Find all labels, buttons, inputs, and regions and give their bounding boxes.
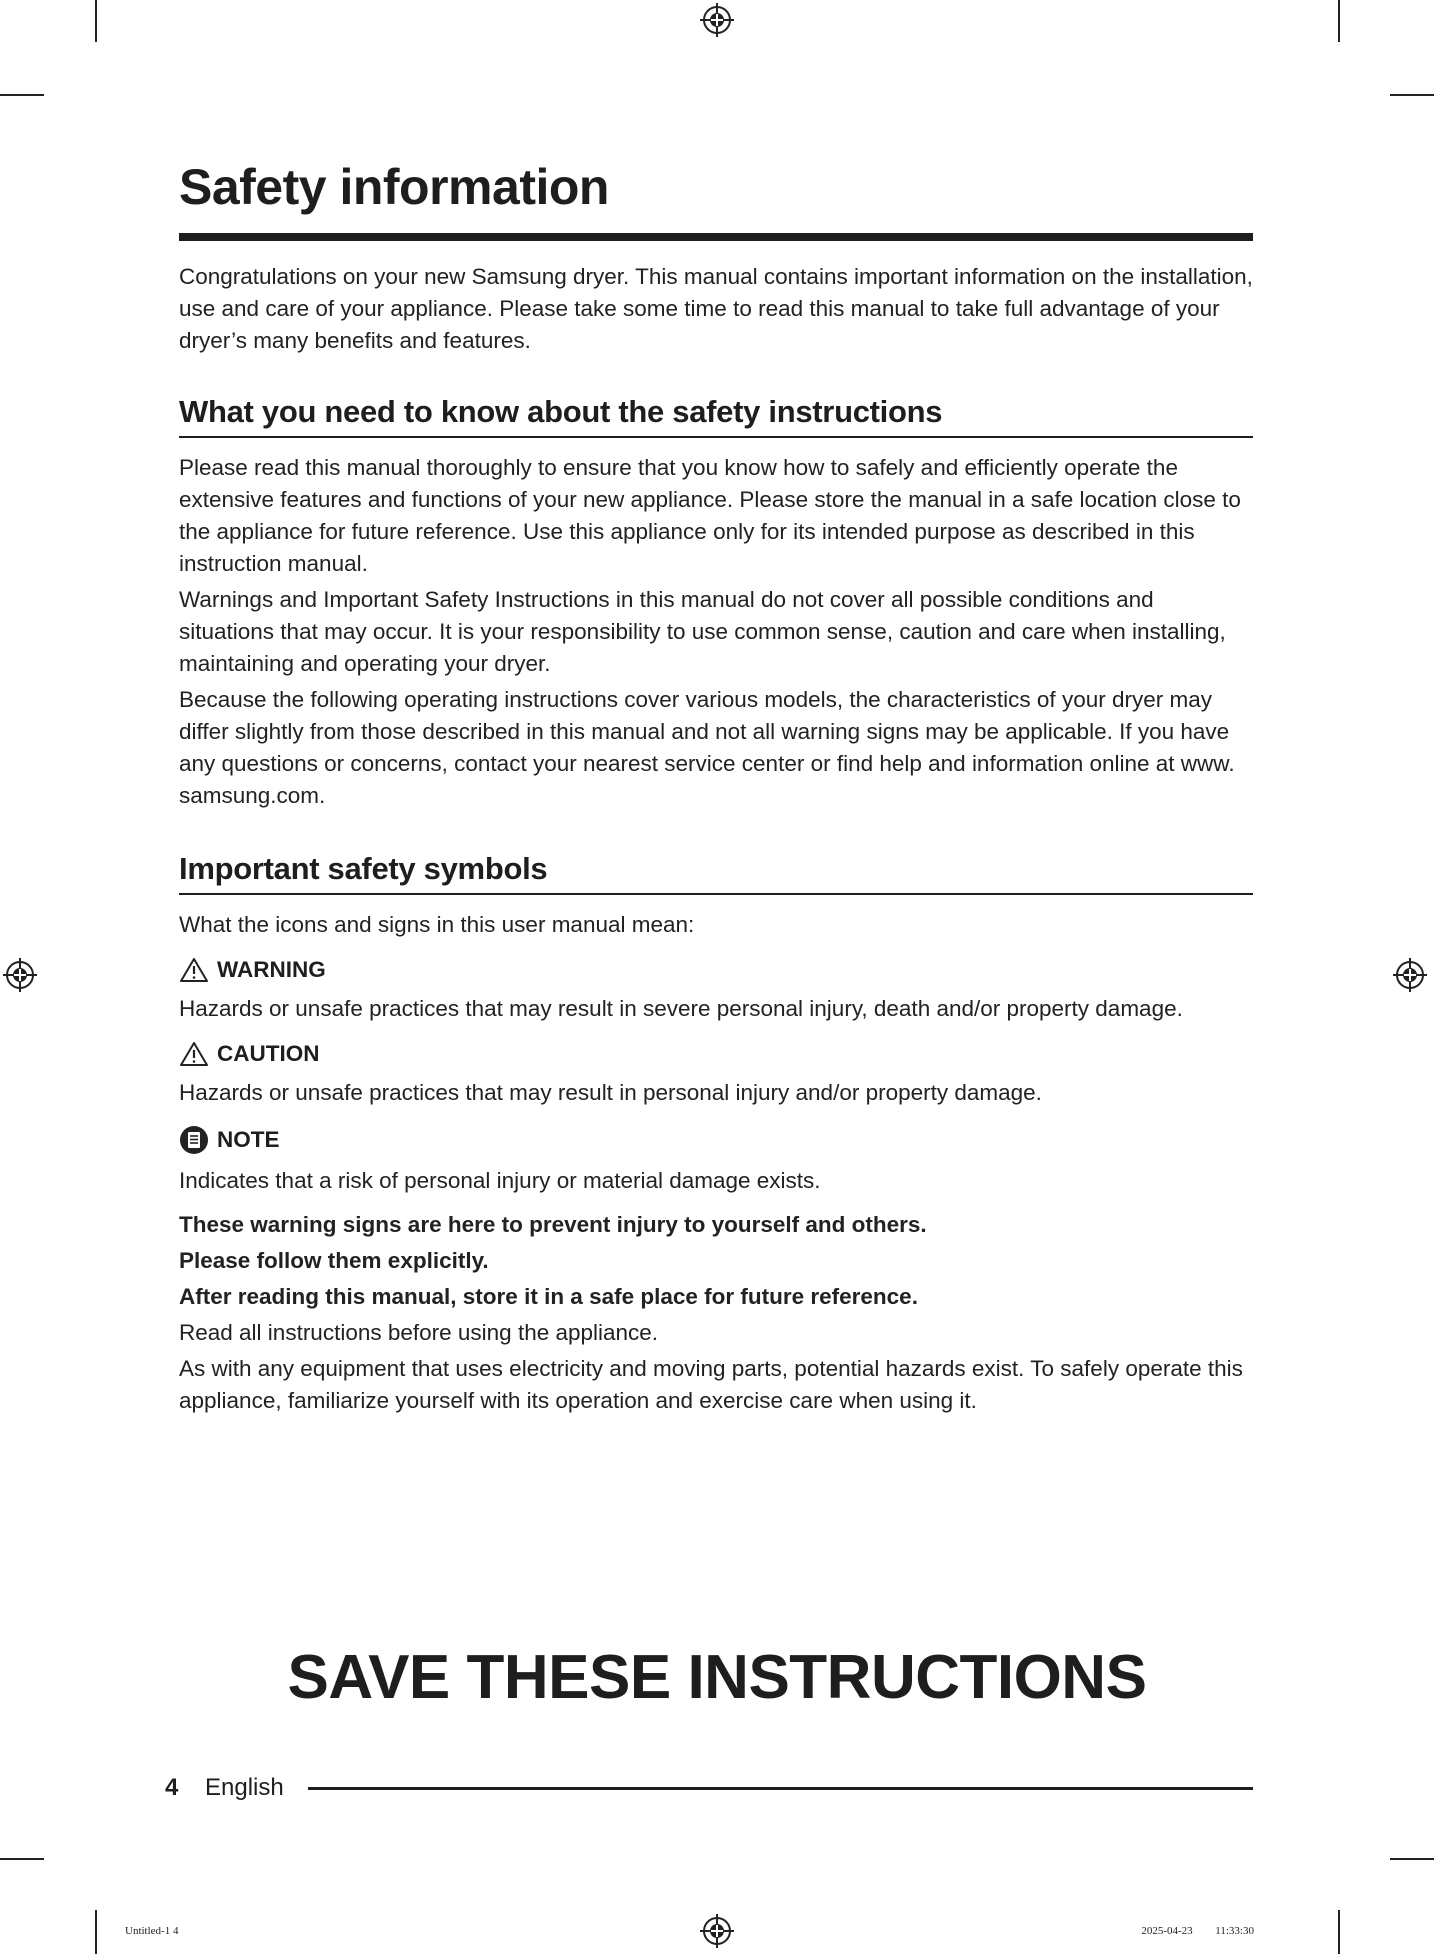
caution-label: CAUTION [217, 1041, 320, 1067]
closing-paragraph: As with any equipment that uses electricity and moving parts, potential hazards exist. To safely operate this appliance, familiarize yourself with its operation and exercise care when using it. [179, 1356, 1243, 1414]
section-paragraph: Please read this manual thoroughly to ensure that you know how to safely and efficiently operate the extensive features and functions of your new appliance. Please store the manual in a safe location close to the appliance for future reference. Use this appliance only for its intended purpose as described in this instruction manual. [179, 455, 1241, 577]
crop-mark [1390, 1858, 1434, 1860]
footer-divider [308, 1787, 1253, 1790]
crop-mark [1390, 94, 1434, 96]
warning-description: Hazards or unsafe practices that may result in severe personal injury, death and/or property damage. [179, 996, 1183, 1022]
symbols-lead: What the icons and signs in this user manual mean: [179, 912, 695, 938]
section-divider [179, 436, 1253, 438]
page-footer [165, 1770, 1253, 1806]
crop-mark [0, 94, 44, 96]
section-paragraph: Because the following operating instructions cover various models, the characteristics of your dryer may differ slightly from those described in this manual and not all warning signs may be applicable. If you have any questions or concerns, contact your nearest service center or find help and information online at www. samsung.com. [179, 687, 1235, 809]
bold-instruction: These warning signs are here to prevent injury to yourself and others. [179, 1212, 927, 1238]
caution-heading [179, 1041, 1253, 1067]
registration-mark-icon [700, 3, 734, 37]
note-heading [179, 1125, 1253, 1155]
crop-mark [95, 0, 97, 42]
note-icon [179, 1125, 209, 1155]
registration-mark-icon [1393, 958, 1427, 992]
warning-label: WARNING [217, 957, 326, 983]
save-instructions-banner: SAVE THESE INSTRUCTIONS [287, 1643, 1147, 1712]
print-slug-left: Untitled-1 4 [125, 1925, 179, 1937]
page-number: 4 [165, 1774, 179, 1801]
crop-mark [1338, 0, 1340, 42]
section-paragraph: Warnings and Important Safety Instructions in this manual do not cover all possible conditions and situations that may occur. It is your responsibility to use common sense, caution and care when installing, maintaining and operating your dryer. [179, 587, 1226, 677]
section-heading-safety-instructions: What you need to know about the safety instructions [179, 394, 943, 429]
caution-triangle-icon [179, 1041, 209, 1067]
print-slug-right: 2025-04-23 ￿￿ 11:33:30 [1141, 1925, 1254, 1937]
section-divider [179, 893, 1253, 895]
page-title: Safety information [179, 159, 609, 215]
crop-mark [0, 1858, 44, 1860]
warning-heading [179, 957, 1253, 983]
page-content [179, 160, 1253, 1417]
warning-triangle-icon [179, 957, 209, 983]
crop-mark [95, 1910, 97, 1954]
section-heading-safety-symbols: Important safety symbols [179, 851, 548, 887]
note-description: Indicates that a risk of personal injury or material damage exists. [179, 1168, 821, 1194]
intro-paragraph: Congratulations on your new Samsung dryer. This manual contains important information on the installation, use and care of your appliance. Please take some time to read this manual to take full advantage of your dryer’s many benefits and features. [179, 264, 1253, 353]
note-label: NOTE [217, 1127, 280, 1153]
crop-mark [1338, 1910, 1340, 1954]
closing-paragraph: Read all instructions before using the appliance. [179, 1320, 659, 1346]
caution-description: Hazards or unsafe practices that may result in personal injury and/or property damage. [179, 1080, 1042, 1106]
registration-mark-icon [700, 1914, 734, 1948]
title-divider [179, 233, 1253, 241]
registration-mark-icon [3, 958, 37, 992]
footer-language: English [205, 1774, 284, 1801]
bold-instruction: After reading this manual, store it in a safe place for future reference. [179, 1284, 918, 1310]
bold-instruction: Please follow them explicitly. [179, 1248, 489, 1274]
